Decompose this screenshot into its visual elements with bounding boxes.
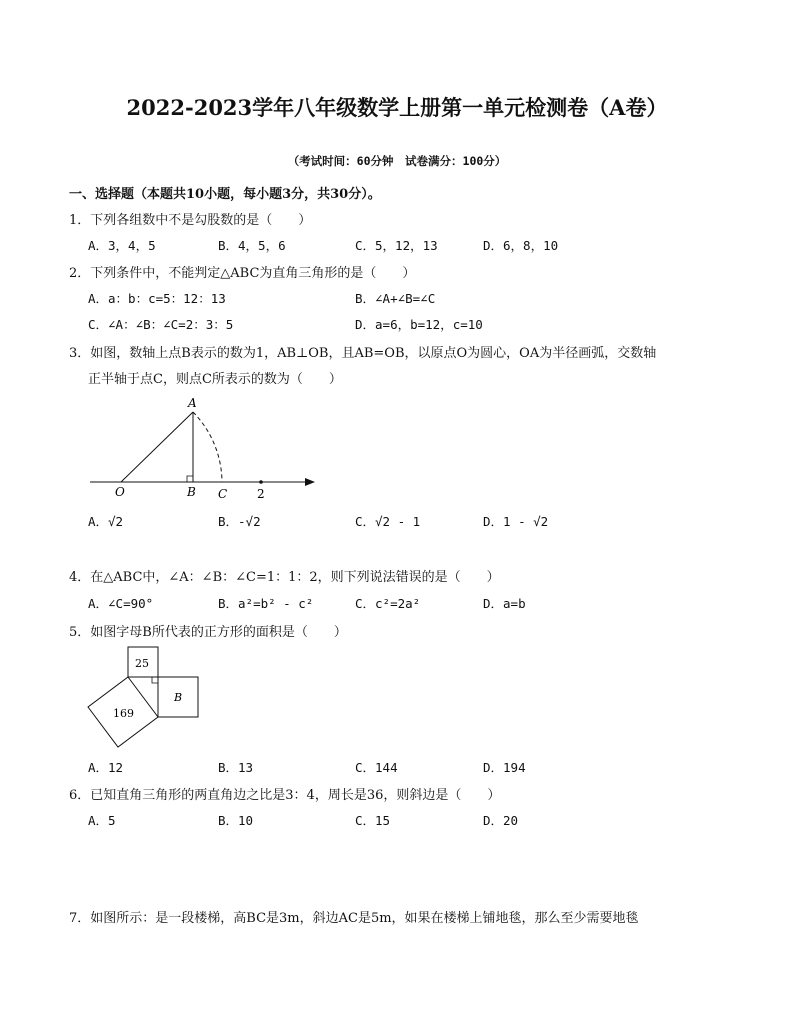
- question-2-option-a: A．a：b：c=5：12：13: [88, 291, 226, 306]
- axis-arrow-icon: [305, 478, 315, 486]
- question-1-stem: 1．下列各组数中不是勾股数的是（ ）: [69, 213, 312, 228]
- section-heading: 一、选择题（本题共10小题，每小题3分，共30分）。: [69, 187, 381, 202]
- question-1-option-b: B．4，5，6: [218, 238, 286, 253]
- arc-OA-to-C: [193, 412, 222, 482]
- question-3-stem-line2: 正半轴于点C，则点C所表示的数为（ ）: [88, 372, 342, 387]
- tick-point-2: [259, 480, 263, 484]
- question-7-stem: 7．如图所示：是一段楼梯，高BC是3m，斜边AC是5m，如果在楼梯上铺地毯，那么至少需要地毯: [69, 911, 639, 926]
- question-4-option-a: A．∠C=90°: [88, 596, 154, 611]
- question-4-stem: 4．在△ABC中，∠A：∠B：∠C=1：1：2，则下列说法错误的是（ ）: [69, 570, 500, 585]
- right-angle-mark: [152, 677, 158, 683]
- question-1-option-c: C．5，12，13: [355, 238, 438, 253]
- question-6-option-d: D．20: [483, 813, 519, 828]
- question-5-option-d: D．194: [483, 760, 526, 775]
- question-1-option-a: A．3，4，5: [88, 238, 156, 253]
- label-25: 25: [135, 657, 149, 670]
- question-2-option-b: B．∠A+∠B=∠C: [355, 291, 436, 306]
- label-169: 169: [113, 707, 134, 720]
- question-3-option-d: D．1 - √2: [483, 514, 549, 529]
- question-1-option-d: D．6，8，10: [483, 238, 559, 253]
- question-2-option-c: C．∠A：∠B：∠C=2：3：5: [88, 317, 234, 332]
- label-O: O: [115, 485, 125, 499]
- question-3-option-b: B．-√2: [218, 514, 261, 529]
- question-6-option-a: A．5: [88, 813, 116, 828]
- question-3-option-c: C．√2 - 1: [355, 514, 421, 529]
- question-5-option-a: A．12: [88, 760, 124, 775]
- question-4-option-c: C．c²=2a²: [355, 596, 421, 611]
- question-2-option-d: D．a=6，b=12，c=10: [355, 317, 483, 332]
- segment-OA: [121, 412, 193, 482]
- question-6-option-b: B．10: [218, 813, 254, 828]
- right-angle-mark: [187, 476, 193, 482]
- label-C: C: [218, 487, 228, 501]
- label-2: 2: [257, 487, 265, 501]
- question-4-option-d: D．a=b: [483, 596, 526, 611]
- question-5-stem: 5．如图字母B所代表的正方形的面积是（ ）: [69, 625, 347, 640]
- question-5-option-b: B．13: [218, 760, 254, 775]
- label-A: A: [188, 396, 197, 410]
- page-title: 2022-2023学年八年级数学上册第一单元检测卷（A卷）: [126, 95, 668, 120]
- squares-figure: [86, 642, 206, 750]
- question-6-option-c: C．15: [355, 813, 391, 828]
- exam-info: （考试时间：60分钟 试卷满分：100分）: [287, 154, 507, 168]
- label-B: B: [187, 485, 196, 499]
- question-6-stem: 6．已知直角三角形的两直角边之比是3：4，周长是36，则斜边是（ ）: [69, 788, 501, 803]
- question-5-option-c: C．144: [355, 760, 398, 775]
- question-3-stem-line1: 3．如图，数轴上点B表示的数为1，AB⊥OB，且AB=OB，以原点O为圆心，OA为半径画弧，交数轴: [69, 346, 657, 361]
- question-3-option-a: A．√2: [88, 514, 124, 529]
- question-4-option-b: B．a²=b² - c²: [218, 596, 314, 611]
- question-2-stem: 2．下列条件中，不能判定△ABC为直角三角形的是（ ）: [69, 266, 416, 281]
- number-line-figure: [85, 392, 325, 504]
- label-B: B: [174, 691, 183, 704]
